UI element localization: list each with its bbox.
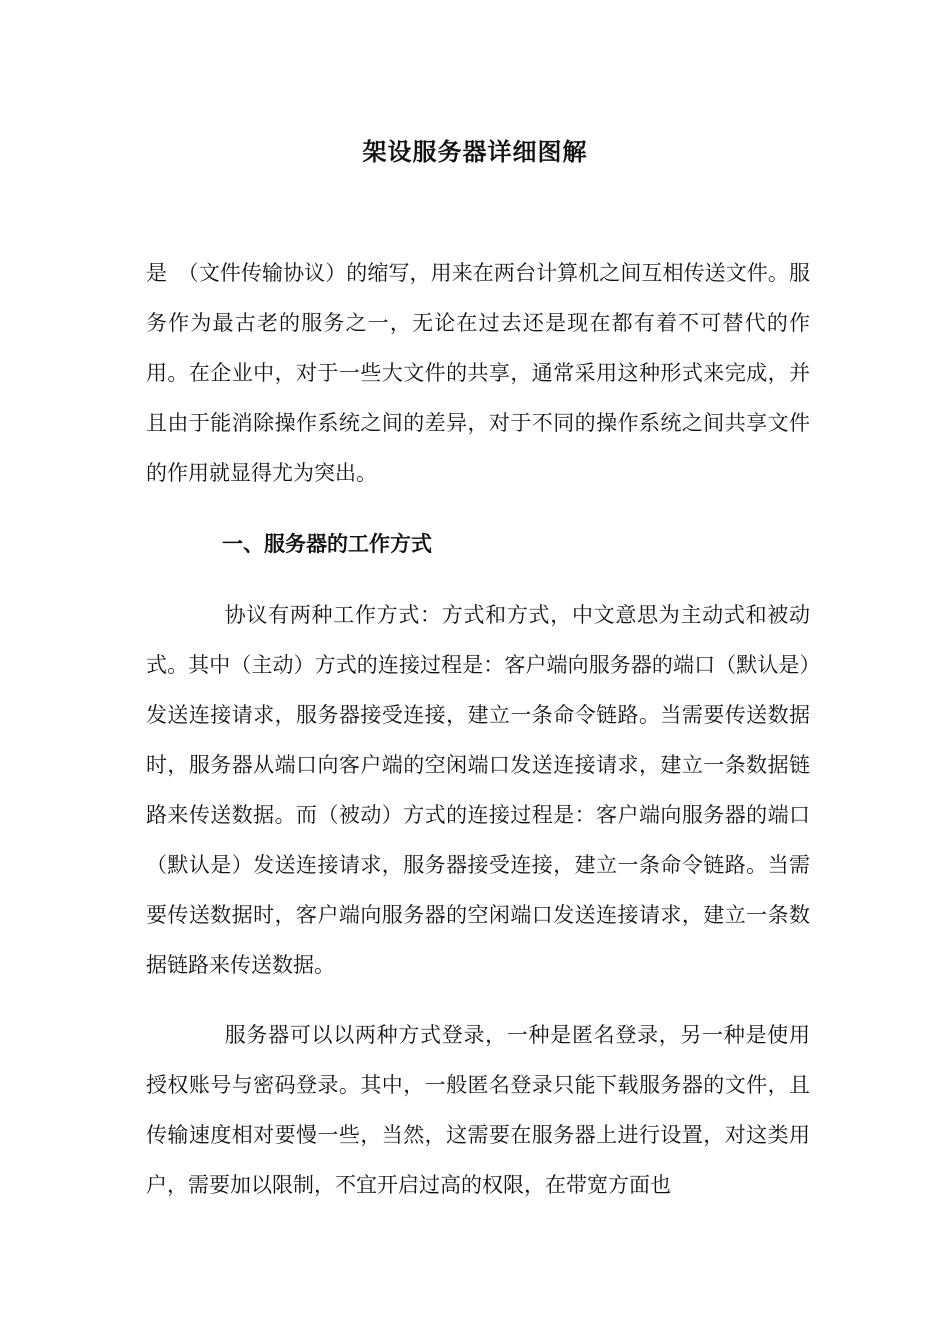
body-paragraph bbox=[146, 590, 810, 990]
intro-paragraph: 是 （文件传输协议）的缩写，用来在两台计算机之间互相传送文件。服务作为最古老的服务之一，无论在过去还是现在都有着不可替代的作用。在企业中，对于一些大文件的共享，通常采用这种形式来完成，并且由于能消除操作系统之间的差异，对于不同的操作系统之间共享文件的作用就显得尤为突出。 bbox=[146, 261, 810, 485]
paragraph-text: 服务器可以以两种方式登录，一种是匿名登录，另一种是使用授权账号与密码登录。其中，一般匿名登录只能下载服务器的文件，且传输速度相对要慢一些，当然，这需要在服务器上进行设置，对这类用户，需要加以限制，不宜开启过高的权限，在带宽方面也 bbox=[146, 1023, 810, 1197]
section-heading: 一、服务器的工作方式 bbox=[222, 531, 432, 556]
paragraph-text: 协议有两种工作方式：方式和方式，中文意思为主动式和被动式。其中（主动）方式的连接过程是：客户端向服务器的端口（默认是）发送连接请求，服务器接受连接，建立一条命令链路。当需要传送数据时，服务器从端口向客户端的空闲端口发送连接请求，建立一条数据链路来传送数据。而（被动）方式的连接过程是：客户端向服务器的端口（默认是）发送连接请求，服务器接受连接，建立一条命令链路。当需要传送数据时，客户端向服务器的空闲端口发送连接请求，建立一条数据链路来传送数据。 bbox=[146, 603, 810, 977]
body-paragraph bbox=[146, 1010, 810, 1210]
document-title: 架设服务器详细图解 bbox=[362, 137, 588, 166]
